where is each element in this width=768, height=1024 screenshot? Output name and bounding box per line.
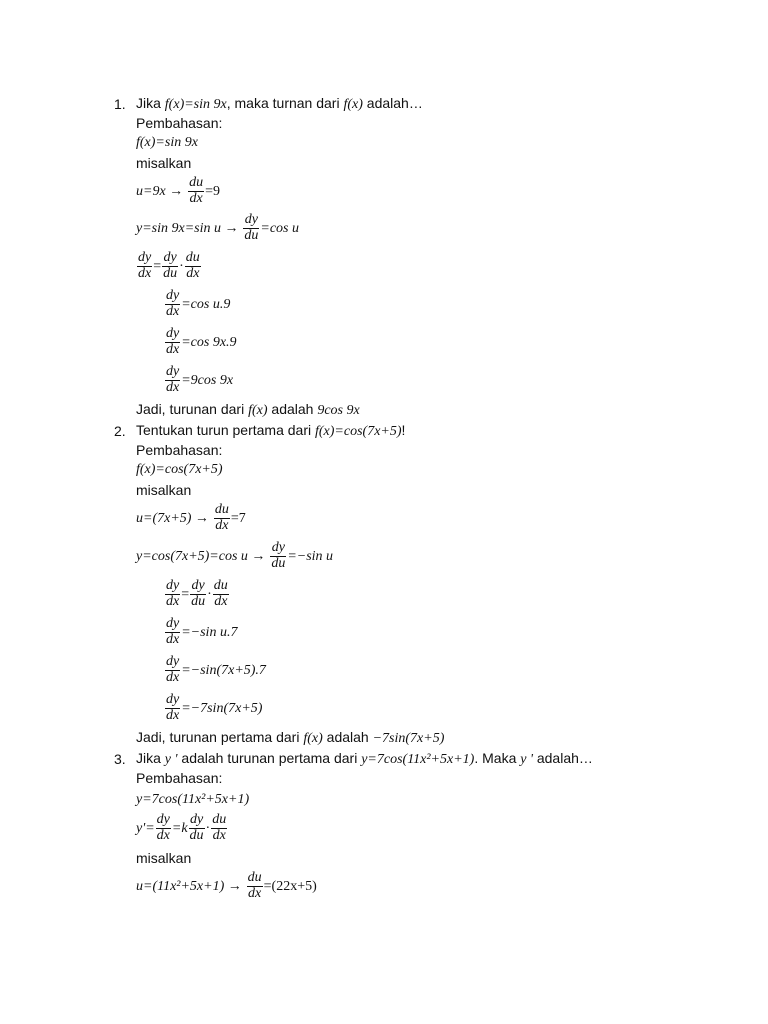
question-text: adalah…	[532, 750, 593, 766]
question-text: adalah turunan pertama dari	[177, 750, 362, 766]
derivation-step	[164, 655, 266, 685]
math-expression: y=7cos(11x²+5x+1)	[361, 752, 475, 767]
numerator: dy	[138, 250, 152, 265]
math-expression: =−sin(7x+5).7	[181, 662, 266, 678]
fraction-du-dx	[247, 871, 263, 901]
math-expression: =7	[230, 510, 246, 526]
denominator: dx	[166, 303, 180, 319]
item-number: 3.	[114, 751, 126, 767]
math-expression: y=sin 9x=sin u →	[136, 220, 239, 236]
fraction-dy-dx	[165, 579, 180, 609]
derivation-step	[164, 617, 237, 647]
fraction-du-dx	[214, 503, 230, 533]
numerator: du	[214, 502, 229, 517]
math-expression: y'=	[136, 820, 155, 836]
math-expression: y=cos(7x+5)=cos u →	[136, 548, 266, 564]
question-1	[136, 96, 423, 112]
math-expression: =−sin u	[287, 548, 334, 564]
fraction-dy-du	[162, 251, 178, 281]
fraction-dy-du	[190, 579, 206, 609]
numerator: dy	[156, 812, 170, 827]
y-prime-definition	[136, 813, 228, 843]
denominator: du	[244, 227, 259, 243]
item-number: 1.	[114, 96, 126, 112]
fraction-dy-du	[243, 213, 259, 243]
question-2	[136, 423, 405, 439]
y-substitution	[136, 541, 333, 571]
denominator: dx	[156, 827, 170, 843]
denominator: dx	[138, 265, 152, 281]
math-expression: =	[181, 586, 190, 602]
denominator: dx	[166, 341, 180, 357]
denominator: dx	[166, 669, 180, 685]
math-expression: =cos 9x.9	[181, 334, 237, 350]
denominator: du	[163, 265, 178, 281]
denominator: dx	[212, 827, 226, 843]
fraction-dy-dx	[165, 693, 180, 723]
math-expression: ·	[207, 586, 212, 602]
numerator: du	[212, 812, 227, 827]
question-3	[136, 751, 593, 767]
numerator: du	[189, 175, 204, 190]
pembahasan-label: Pembahasan:	[136, 442, 223, 458]
numerator: dy	[163, 250, 177, 265]
numerator: dy	[166, 326, 180, 341]
fraction-dy-dx	[156, 813, 171, 843]
math-expression: f(x)=cos(7x+5)	[315, 424, 402, 439]
math-expression: u=(7x+5) →	[136, 510, 209, 526]
conclusion-2	[136, 730, 444, 746]
math-expression: =	[153, 258, 162, 274]
question-text: Jika	[136, 95, 165, 111]
misalkan-label: misalkan	[136, 155, 192, 171]
numerator: dy	[271, 540, 285, 555]
numerator: dy	[166, 616, 180, 631]
denominator: dx	[166, 707, 180, 723]
given-expression: y=7cos(11x²+5x+1)	[136, 792, 250, 807]
denominator: dx	[166, 593, 180, 609]
math-expression: =k	[171, 820, 188, 836]
question-text: adalah…	[362, 95, 423, 111]
numerator: dy	[166, 654, 180, 669]
math-expression: ·	[179, 258, 184, 274]
fraction-du-dx	[213, 579, 229, 609]
derivation-step	[164, 327, 237, 357]
math-expression: =9cos 9x	[181, 372, 234, 388]
math-expression: =−7sin(7x+5)	[181, 700, 263, 716]
fraction-dy-dx	[165, 365, 180, 395]
denominator: du	[191, 593, 206, 609]
math-expression: =cos u	[260, 220, 299, 236]
math-expression: 9cos 9x	[317, 403, 360, 418]
conclusion-text: Jadi, turunan pertama dari	[136, 729, 304, 745]
fraction-du-dx	[188, 176, 204, 206]
fraction-dy-dx	[137, 251, 152, 281]
math-expression: ·	[205, 820, 211, 836]
math-expression: f(x)	[248, 403, 268, 418]
denominator: du	[271, 555, 286, 571]
u-substitution	[136, 871, 317, 901]
denominator: du	[189, 827, 204, 843]
math-expression: f(x)=sin 9x	[164, 97, 227, 112]
denominator: dx	[166, 631, 180, 647]
chain-rule	[164, 579, 230, 609]
fraction-dy-dx	[165, 617, 180, 647]
fraction-dy-dx	[165, 655, 180, 685]
given-expression: f(x)=sin 9x	[136, 135, 198, 150]
misalkan-label: misalkan	[136, 850, 192, 866]
numerator: dy	[189, 812, 204, 827]
question-text: Jika	[136, 750, 165, 766]
denominator: dx	[166, 379, 180, 395]
conclusion-text: adalah	[322, 729, 373, 745]
numerator: du	[247, 870, 262, 885]
question-text: , maka turnan dari	[226, 95, 344, 111]
fraction-dy-dx	[165, 327, 180, 357]
fraction-dy-du	[270, 541, 286, 571]
denominator: dx	[189, 190, 203, 206]
numerator: du	[213, 578, 228, 593]
question-text: !	[401, 422, 406, 438]
conclusion-text: Jadi, turunan dari	[136, 401, 249, 417]
numerator: dy	[244, 212, 258, 227]
derivation-step	[164, 365, 233, 395]
conclusion-text: adalah	[267, 401, 318, 417]
numerator: dy	[166, 364, 180, 379]
math-expression: =9	[205, 183, 220, 199]
question-text: . Maka	[474, 750, 521, 766]
fraction-dy-dx	[165, 289, 180, 319]
denominator: dx	[248, 885, 262, 901]
numerator: dy	[166, 288, 180, 303]
fraction-du-dx	[185, 251, 201, 281]
pembahasan-label: Pembahasan:	[136, 770, 223, 786]
math-expression: −7sin(7x+5)	[372, 731, 445, 746]
denominator: dx	[214, 593, 228, 609]
question-text: Tentukan turun pertama dari	[136, 422, 315, 438]
numerator: du	[185, 250, 200, 265]
math-expression: =(22x+5)	[263, 878, 317, 894]
y-substitution	[136, 213, 299, 243]
pembahasan-label: Pembahasan:	[136, 115, 223, 131]
derivation-step	[164, 289, 230, 319]
numerator: dy	[191, 578, 205, 593]
item-number: 2.	[114, 423, 126, 439]
math-expression: f(x)	[303, 731, 323, 746]
math-expression: y '	[520, 752, 533, 767]
fraction-dy-du	[189, 813, 205, 843]
math-expression: =−sin u.7	[181, 624, 238, 640]
math-expression: =cos u.9	[181, 296, 231, 312]
chain-rule	[136, 251, 202, 281]
denominator: dx	[186, 265, 200, 281]
math-expression: u=9x →	[136, 183, 184, 199]
numerator: dy	[166, 578, 180, 593]
numerator: dy	[166, 692, 180, 707]
math-expression: y '	[164, 752, 178, 767]
fraction-du-dx	[211, 813, 227, 843]
denominator: dx	[215, 517, 229, 533]
u-substitution	[136, 176, 220, 206]
conclusion-1	[136, 402, 360, 418]
given-expression: f(x)=cos(7x+5)	[136, 462, 223, 477]
math-expression: u=(11x²+5x+1) →	[136, 878, 242, 894]
u-substitution	[136, 503, 246, 533]
misalkan-label: misalkan	[136, 482, 192, 498]
math-expression: f(x)	[343, 97, 363, 112]
derivation-step	[164, 693, 262, 723]
